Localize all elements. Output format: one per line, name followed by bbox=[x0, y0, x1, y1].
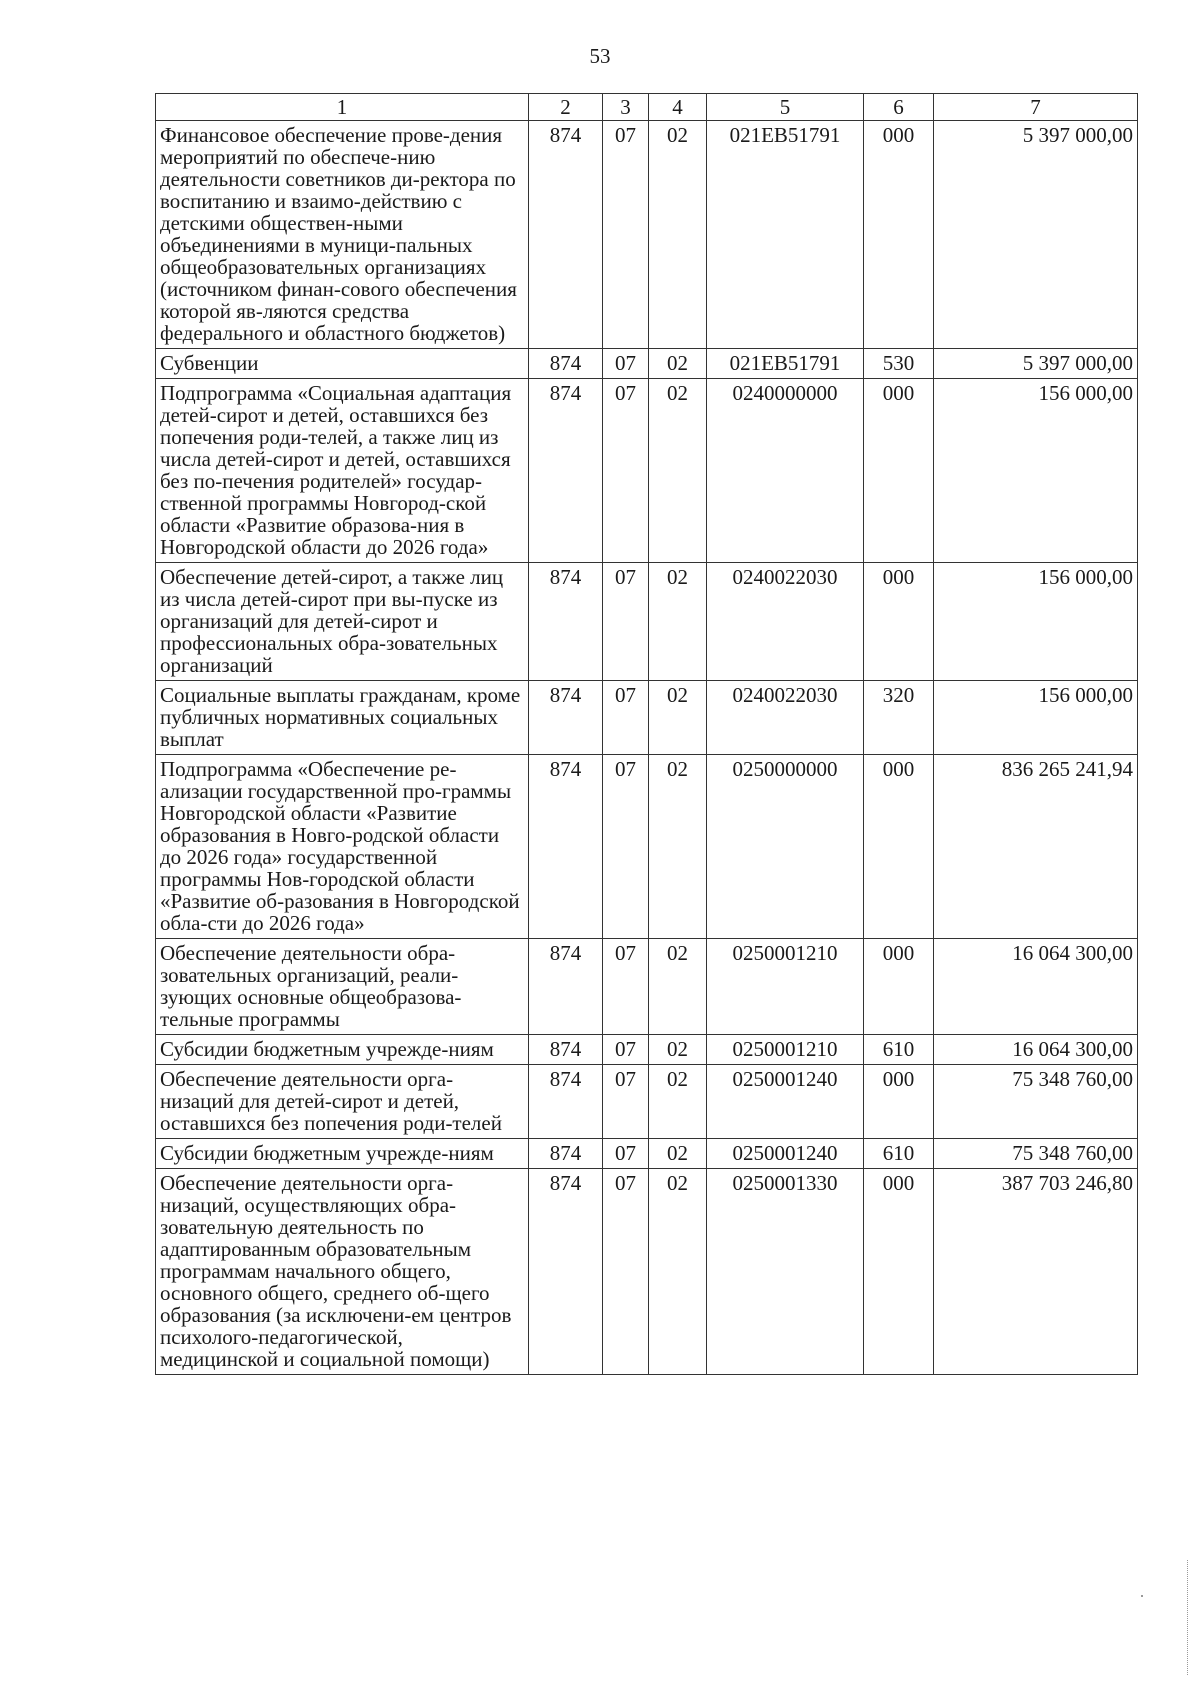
table-row bbox=[156, 349, 1138, 379]
row-name-cell: Подпрограмма «Социальная адаптация детей-сирот и детей, оставшихся без попечения роди-телей, а также лиц из числа детей-сирот и детей, оставшихся без по-печения родителей» государ-ственной программы Новгород-ской области «Развитие образова-ния в Новгородской области до 2026 года» bbox=[156, 379, 529, 563]
admin-code-cell: 874 bbox=[529, 379, 603, 563]
target-article-cell: 0250001210 bbox=[707, 1035, 864, 1065]
target-article-cell: 0240000000 bbox=[707, 379, 864, 563]
subsection-cell: 02 bbox=[649, 1035, 707, 1065]
expense-type-cell: 000 bbox=[864, 939, 934, 1035]
table-row bbox=[156, 1035, 1138, 1065]
table-row bbox=[156, 1139, 1138, 1169]
table-row bbox=[156, 121, 1138, 349]
row-name-cell: Субсидии бюджетным учрежде-ниям bbox=[156, 1139, 529, 1169]
target-article-cell: 0250001330 bbox=[707, 1169, 864, 1375]
expense-type-cell: 320 bbox=[864, 681, 934, 755]
admin-code-cell: 874 bbox=[529, 349, 603, 379]
section-cell: 07 bbox=[603, 1065, 649, 1139]
row-name-cell: Обеспечение детей-сирот, а также лиц из числа детей-сирот при вы-пуске из организаций для детей-сирот и профессиональных обра-зовательных организаций bbox=[156, 563, 529, 681]
expense-type-cell: 000 bbox=[864, 121, 934, 349]
amount-cell: 16 064 300,00 bbox=[934, 1035, 1138, 1065]
admin-code-cell: 874 bbox=[529, 121, 603, 349]
target-article-cell: 0250000000 bbox=[707, 755, 864, 939]
target-article-cell: 0240022030 bbox=[707, 563, 864, 681]
table-row bbox=[156, 1169, 1138, 1375]
admin-code-cell: 874 bbox=[529, 563, 603, 681]
subsection-cell: 02 bbox=[649, 121, 707, 349]
row-name-cell: Обеспечение деятельности орга-низаций, осуществляющих обра-зовательную деятельность по адаптированным образовательным программам начального общего, основного общего, среднего об-щего образования (за исключени-ем центров психолого-педагогической, медицинской и социальной помощи) bbox=[156, 1169, 529, 1375]
expense-type-cell: 000 bbox=[864, 1065, 934, 1139]
section-cell: 07 bbox=[603, 121, 649, 349]
table-row bbox=[156, 755, 1138, 939]
subsection-cell: 02 bbox=[649, 1169, 707, 1375]
section-cell: 07 bbox=[603, 349, 649, 379]
row-name-cell: Субсидии бюджетным учрежде-ниям bbox=[156, 1035, 529, 1065]
amount-cell: 5 397 000,00 bbox=[934, 121, 1138, 349]
section-cell: 07 bbox=[603, 939, 649, 1035]
expense-type-cell: 000 bbox=[864, 379, 934, 563]
admin-code-cell: 874 bbox=[529, 755, 603, 939]
section-cell: 07 bbox=[603, 1169, 649, 1375]
subsection-cell: 02 bbox=[649, 1139, 707, 1169]
budget-table bbox=[155, 93, 1138, 1375]
scan-edge-line bbox=[1187, 1560, 1189, 1675]
table-row bbox=[156, 1065, 1138, 1139]
column-header: 4 bbox=[649, 94, 707, 121]
expense-type-cell: 530 bbox=[864, 349, 934, 379]
row-name-cell: Подпрограмма «Обеспечение ре-ализации государственной про-граммы Новгородской области «Развитие образования в Новго-родской области до 2026 года» государственной программы Нов-городской области «Развитие об-разования в Новгородской обла-сти до 2026 года» bbox=[156, 755, 529, 939]
column-header: 1 bbox=[156, 94, 529, 121]
page-number: 53 bbox=[589, 44, 611, 68]
subsection-cell: 02 bbox=[649, 939, 707, 1035]
amount-cell: 75 348 760,00 bbox=[934, 1065, 1138, 1139]
amount-cell: 156 000,00 bbox=[934, 681, 1138, 755]
admin-code-cell: 874 bbox=[529, 681, 603, 755]
column-header: 2 bbox=[529, 94, 603, 121]
row-name-cell: Обеспечение деятельности орга-низаций для детей-сирот и детей, оставшихся без попечения роди-телей bbox=[156, 1065, 529, 1139]
column-header: 7 bbox=[934, 94, 1138, 121]
target-article-cell: 0250001240 bbox=[707, 1139, 864, 1169]
target-article-cell: 0240022030 bbox=[707, 681, 864, 755]
table-row bbox=[156, 681, 1138, 755]
table-header-row bbox=[156, 94, 1138, 121]
section-cell: 07 bbox=[603, 563, 649, 681]
column-header: 3 bbox=[603, 94, 649, 121]
expense-type-cell: 000 bbox=[864, 563, 934, 681]
expense-type-cell: 000 bbox=[864, 755, 934, 939]
amount-cell: 156 000,00 bbox=[934, 379, 1138, 563]
column-header: 5 bbox=[707, 94, 864, 121]
section-cell: 07 bbox=[603, 1139, 649, 1169]
admin-code-cell: 874 bbox=[529, 1065, 603, 1139]
target-article-cell: 0250001210 bbox=[707, 939, 864, 1035]
expense-type-cell: 000 bbox=[864, 1169, 934, 1375]
subsection-cell: 02 bbox=[649, 681, 707, 755]
scan-speck bbox=[1141, 1595, 1143, 1597]
expense-type-cell: 610 bbox=[864, 1035, 934, 1065]
amount-cell: 16 064 300,00 bbox=[934, 939, 1138, 1035]
subsection-cell: 02 bbox=[649, 379, 707, 563]
target-article-cell: 021EB51791 bbox=[707, 349, 864, 379]
section-cell: 07 bbox=[603, 681, 649, 755]
row-name-cell: Социальные выплаты гражданам, кроме публичных нормативных социальных выплат bbox=[156, 681, 529, 755]
section-cell: 07 bbox=[603, 1035, 649, 1065]
row-name-cell: Субвенции bbox=[156, 349, 529, 379]
admin-code-cell: 874 bbox=[529, 1169, 603, 1375]
subsection-cell: 02 bbox=[649, 755, 707, 939]
expense-type-cell: 610 bbox=[864, 1139, 934, 1169]
amount-cell: 836 265 241,94 bbox=[934, 755, 1138, 939]
amount-cell: 156 000,00 bbox=[934, 563, 1138, 681]
target-article-cell: 0250001240 bbox=[707, 1065, 864, 1139]
amount-cell: 387 703 246,80 bbox=[934, 1169, 1138, 1375]
subsection-cell: 02 bbox=[649, 349, 707, 379]
section-cell: 07 bbox=[603, 379, 649, 563]
admin-code-cell: 874 bbox=[529, 939, 603, 1035]
admin-code-cell: 874 bbox=[529, 1035, 603, 1065]
table-row bbox=[156, 563, 1138, 681]
admin-code-cell: 874 bbox=[529, 1139, 603, 1169]
subsection-cell: 02 bbox=[649, 1065, 707, 1139]
amount-cell: 5 397 000,00 bbox=[934, 349, 1138, 379]
table-row bbox=[156, 379, 1138, 563]
column-header: 6 bbox=[864, 94, 934, 121]
section-cell: 07 bbox=[603, 755, 649, 939]
subsection-cell: 02 bbox=[649, 563, 707, 681]
target-article-cell: 021EB51791 bbox=[707, 121, 864, 349]
amount-cell: 75 348 760,00 bbox=[934, 1139, 1138, 1169]
row-name-cell: Обеспечение деятельности обра-зовательных организаций, реали-зующих основные общеобразова-тельные программы bbox=[156, 939, 529, 1035]
table-row bbox=[156, 939, 1138, 1035]
row-name-cell: Финансовое обеспечение прове-дения мероприятий по обеспече-нию деятельности советников ди-ректора по воспитанию и взаимо-действию с детскими обществен-ными объединениями в муници-пальных общеобразовательных организациях (источником финан-сового обеспечения которой яв-ляются средства федерального и областного бюджетов) bbox=[156, 121, 529, 349]
